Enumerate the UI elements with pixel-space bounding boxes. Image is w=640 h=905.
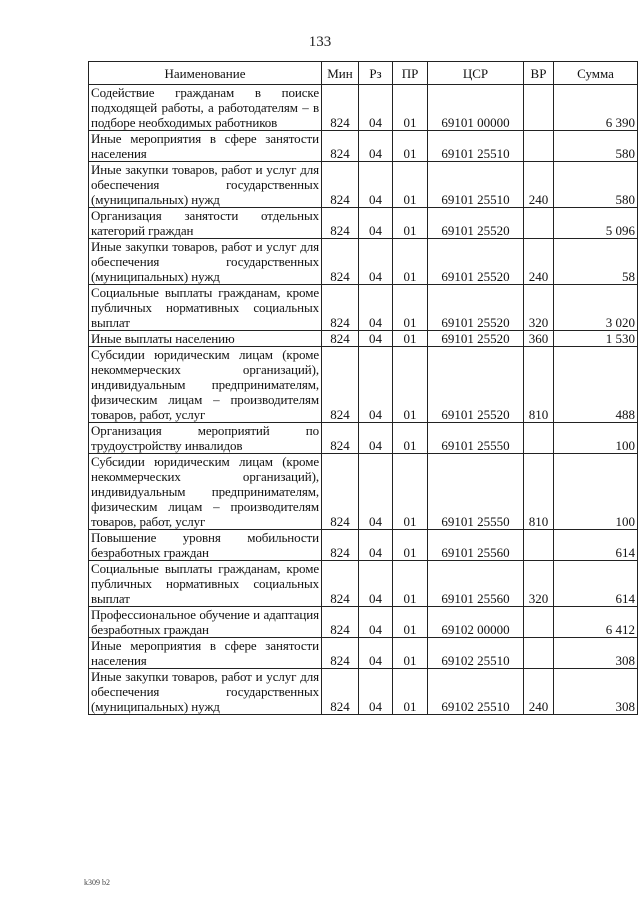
cell-min: 824 [322,208,359,239]
cell-csr: 69101 25560 [428,561,524,607]
header-min: Мин [322,62,359,85]
cell-vr [524,423,554,454]
cell-csr: 69102 25510 [428,669,524,715]
cell-min: 824 [322,454,359,530]
cell-csr: 69101 25520 [428,208,524,239]
cell-rz: 04 [359,530,393,561]
cell-rz: 04 [359,638,393,669]
header-vr: ВР [524,62,554,85]
cell-pr: 01 [393,85,428,131]
cell-pr: 01 [393,285,428,331]
table-row [89,347,638,423]
cell-csr: 69101 25510 [428,162,524,208]
table-row [89,208,638,239]
cell-pr: 01 [393,347,428,423]
cell-sum: 6 412 [554,607,638,638]
cell-rz: 04 [359,423,393,454]
cell-csr: 69101 25520 [428,239,524,285]
cell-sum: 580 [554,162,638,208]
cell-csr: 69101 25520 [428,347,524,423]
cell-vr: 320 [524,561,554,607]
cell-rz: 04 [359,285,393,331]
table-row [89,530,638,561]
header-name: Наименование [89,62,322,85]
table-row [89,638,638,669]
cell-sum: 614 [554,561,638,607]
cell-rz: 04 [359,331,393,347]
cell-name: Иные мероприятия в сфере занятости населения [89,131,322,162]
cell-name: Иные мероприятия в сфере занятости населения [89,638,322,669]
cell-vr: 240 [524,669,554,715]
table-row [89,331,638,347]
cell-min: 824 [322,423,359,454]
cell-pr: 01 [393,162,428,208]
table-header-row [89,62,638,85]
table-row [89,131,638,162]
cell-vr: 320 [524,285,554,331]
cell-name: Иные выплаты населению [89,331,322,347]
cell-pr: 01 [393,530,428,561]
cell-pr: 01 [393,208,428,239]
cell-rz: 04 [359,454,393,530]
table-row [89,423,638,454]
cell-rz: 04 [359,208,393,239]
cell-vr: 810 [524,454,554,530]
cell-rz: 04 [359,669,393,715]
cell-sum: 5 096 [554,208,638,239]
cell-min: 824 [322,638,359,669]
cell-pr: 01 [393,607,428,638]
table-row [89,239,638,285]
header-csr: ЦСР [428,62,524,85]
cell-name: Иные закупки товаров, работ и услуг для обеспечения государственных (муниципальных) нужд [89,162,322,208]
cell-rz: 04 [359,85,393,131]
cell-min: 824 [322,131,359,162]
cell-name: Субсидии юридическим лицам (кроме некоммерческих организаций), индивидуальным предпринимателям, физическим лицам – производителям товаров, работ, услуг [89,454,322,530]
cell-vr: 810 [524,347,554,423]
page-number: 133 [308,34,332,50]
cell-vr [524,607,554,638]
cell-pr: 01 [393,454,428,530]
cell-rz: 04 [359,162,393,208]
cell-min: 824 [322,285,359,331]
table-row [89,85,638,131]
cell-vr [524,85,554,131]
footer-code: k309 b2 [84,878,110,887]
cell-sum: 100 [554,454,638,530]
header-rz: Рз [359,62,393,85]
cell-csr: 69102 00000 [428,607,524,638]
cell-pr: 01 [393,331,428,347]
cell-vr [524,131,554,162]
cell-min: 824 [322,607,359,638]
cell-name: Повышение уровня мобильности безработных граждан [89,530,322,561]
cell-csr: 69101 00000 [428,85,524,131]
cell-min: 824 [322,331,359,347]
table-row [89,607,638,638]
table-row [89,285,638,331]
cell-csr: 69101 25550 [428,454,524,530]
cell-csr: 69101 25510 [428,131,524,162]
cell-min: 824 [322,561,359,607]
cell-min: 824 [322,530,359,561]
header-pr: ПР [393,62,428,85]
cell-vr [524,208,554,239]
cell-csr: 69102 25510 [428,638,524,669]
cell-name: Профессиональное обучение и адаптация безработных граждан [89,607,322,638]
cell-csr: 69101 25520 [428,331,524,347]
cell-min: 824 [322,85,359,131]
cell-name: Субсидии юридическим лицам (кроме некоммерческих организаций), индивидуальным предпринимателям, физическим лицам – производителям товаров, работ, услуг [89,347,322,423]
cell-csr: 69101 25520 [428,285,524,331]
cell-sum: 1 530 [554,331,638,347]
cell-vr [524,638,554,669]
cell-name: Организация занятости отдельных категорий граждан [89,208,322,239]
cell-rz: 04 [359,607,393,638]
cell-pr: 01 [393,131,428,162]
cell-min: 824 [322,347,359,423]
cell-pr: 01 [393,561,428,607]
cell-sum: 308 [554,638,638,669]
cell-min: 824 [322,669,359,715]
cell-vr: 240 [524,162,554,208]
table-row [89,162,638,208]
cell-sum: 614 [554,530,638,561]
cell-name: Организация мероприятий по трудоустройству инвалидов [89,423,322,454]
header-sum: Сумма [554,62,638,85]
cell-vr: 240 [524,239,554,285]
cell-pr: 01 [393,638,428,669]
cell-sum: 6 390 [554,85,638,131]
cell-sum: 100 [554,423,638,454]
cell-rz: 04 [359,239,393,285]
cell-sum: 488 [554,347,638,423]
cell-pr: 01 [393,423,428,454]
budget-table [88,61,638,715]
cell-name: Иные закупки товаров, работ и услуг для обеспечения государственных (муниципальных) нужд [89,669,322,715]
table-row [89,454,638,530]
table-row [89,561,638,607]
cell-rz: 04 [359,347,393,423]
cell-sum: 58 [554,239,638,285]
cell-name: Содействие гражданам в поиске подходящей работы, а работодателям – в подборе необходимых работников [89,85,322,131]
cell-sum: 3 020 [554,285,638,331]
cell-name: Социальные выплаты гражданам, кроме публичных нормативных социальных выплат [89,561,322,607]
cell-vr [524,530,554,561]
cell-pr: 01 [393,669,428,715]
table-body [89,85,638,715]
cell-min: 824 [322,162,359,208]
cell-vr: 360 [524,331,554,347]
cell-sum: 308 [554,669,638,715]
cell-sum: 580 [554,131,638,162]
cell-pr: 01 [393,239,428,285]
table-row [89,669,638,715]
cell-rz: 04 [359,131,393,162]
cell-rz: 04 [359,561,393,607]
cell-csr: 69101 25550 [428,423,524,454]
cell-name: Иные закупки товаров, работ и услуг для обеспечения государственных (муниципальных) нужд [89,239,322,285]
cell-name: Социальные выплаты гражданам, кроме публичных нормативных социальных выплат [89,285,322,331]
cell-csr: 69101 25560 [428,530,524,561]
cell-min: 824 [322,239,359,285]
